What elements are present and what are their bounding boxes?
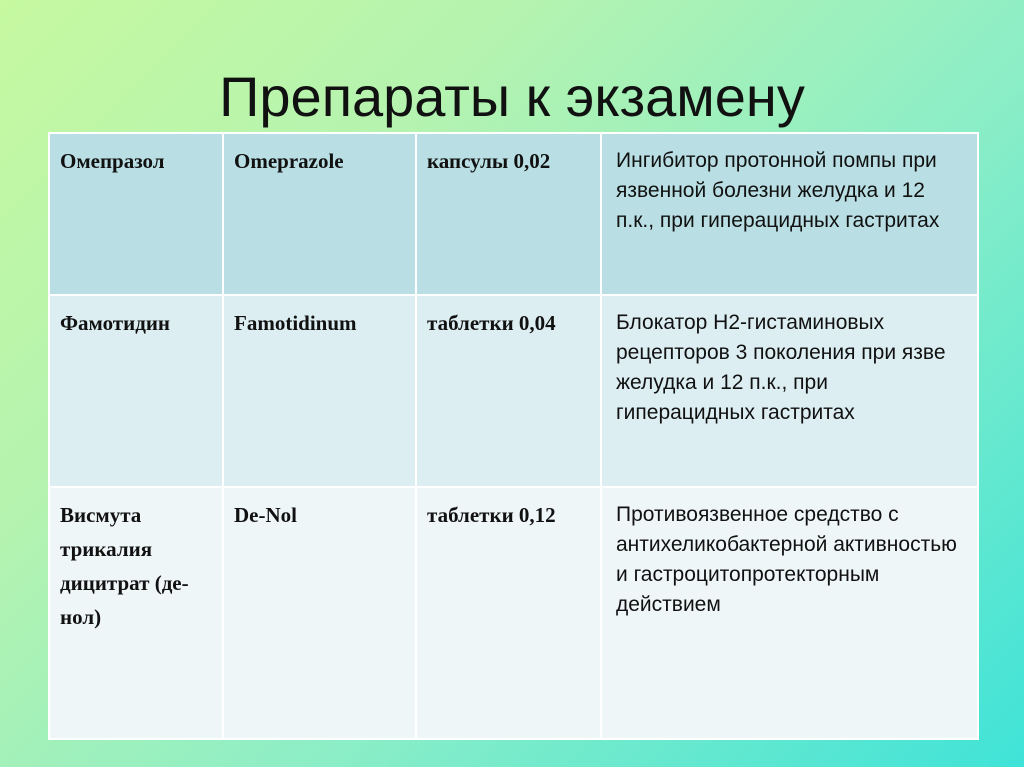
drug-description: Блокатор Н2-гистаминовых рецепторов 3 поколения при язве желудка и 12 п.к., при гиперацидных гастритах: [601, 295, 978, 487]
drug-form: таблетки 0,04: [416, 295, 601, 487]
drug-description: Противоязвенное средство с антихеликобактерной активностью и гастроцитопротекторным действием: [601, 487, 978, 739]
table-row: [49, 295, 978, 487]
drug-form: таблетки 0,12: [416, 487, 601, 739]
drug-name-ru: Омепразол: [49, 133, 223, 295]
drug-name-latin: De-Nol: [223, 487, 416, 739]
table-row: [49, 133, 978, 295]
drug-table: [48, 132, 979, 740]
drug-name-latin: Omeprazole: [223, 133, 416, 295]
drug-name-ru: Висмута трикалия дицитрат (де-нол): [49, 487, 223, 739]
slide-title: Препараты к экзамену: [219, 65, 805, 128]
drug-name-ru: Фамотидин: [49, 295, 223, 487]
drug-description: Ингибитор протонной помпы при язвенной болезни желудка и 12 п.к., при гиперацидных гастритах: [601, 133, 978, 295]
table-row: [49, 487, 978, 739]
drug-name-latin: Famotidinum: [223, 295, 416, 487]
drug-form: капсулы 0,02: [416, 133, 601, 295]
